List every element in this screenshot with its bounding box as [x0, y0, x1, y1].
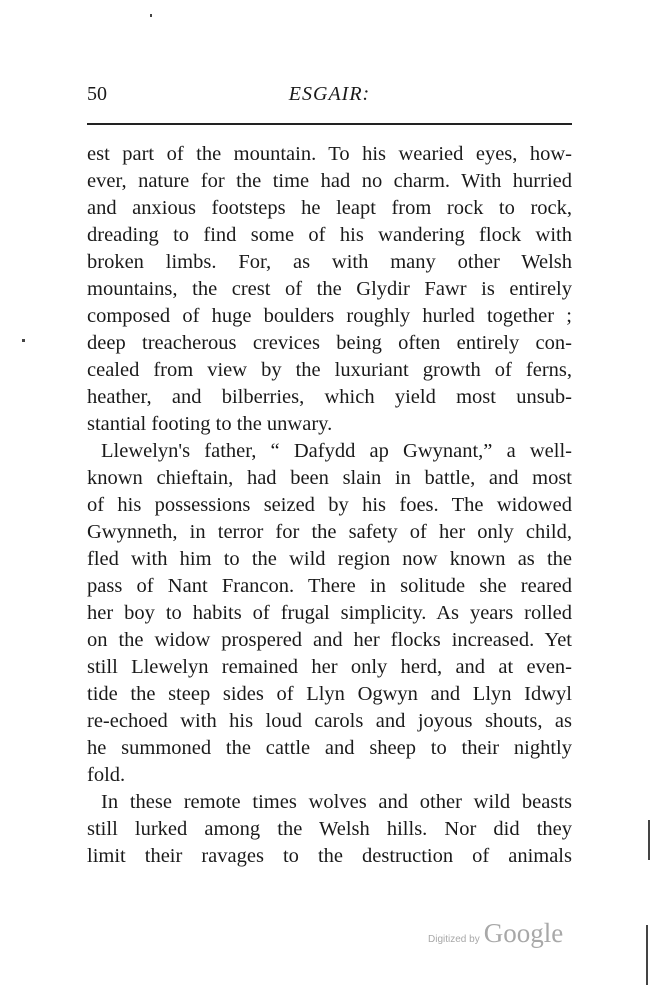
- text-line: fold.: [87, 764, 126, 786]
- page-number: 50: [87, 83, 107, 105]
- running-title: ESGAIR:: [288, 83, 371, 105]
- text-line: In these remote times wolves and other wild beasts: [101, 791, 572, 813]
- running-header: [87, 83, 572, 109]
- text-line: and anxious footsteps he leapt from rock to rock,: [87, 197, 572, 219]
- text-line: he summoned the cattle and sheep to their nightly: [87, 737, 572, 759]
- text-line: composed of huge boulders roughly hurled together ;: [87, 305, 572, 327]
- text-line: limit their ravages to the destruction of animals: [87, 845, 572, 867]
- text-line: stantial footing to the unwary.: [87, 413, 333, 435]
- header-rule: [87, 123, 572, 125]
- text-line: re-echoed with his loud carols and joyous shouts, as: [87, 710, 572, 732]
- text-line: deep treacherous crevices being often entirely con-: [87, 332, 572, 354]
- watermark-prefix: Digitized by: [428, 934, 480, 945]
- text-line: still Llewelyn remained her only herd, and at even-: [87, 656, 572, 678]
- text-line: Gwynneth, in terror for the safety of her only child,: [87, 521, 572, 543]
- text-line: of his possessions seized by his foes. The widowed: [87, 494, 572, 516]
- text-line: her boy to habits of frugal simplicity. As years rolled: [87, 602, 572, 624]
- text-line: known chieftain, had been slain in battle, and most: [87, 467, 572, 489]
- body-text: [87, 141, 572, 870]
- watermark-brand: Google: [483, 918, 564, 948]
- scan-speck: [150, 14, 152, 17]
- text-line: on the widow prospered and her flocks increased. Yet: [87, 629, 572, 651]
- text-line: Llewelyn's father, “ Dafydd ap Gwynant,” a well-: [101, 440, 572, 462]
- text-line: est part of the mountain. To his wearied eyes, how-: [87, 143, 572, 165]
- text-line: still lurked among the Welsh hills. Nor did they: [87, 818, 572, 840]
- scan-speck: [22, 339, 25, 342]
- text-line: mountains, the crest of the Glydir Fawr is entirely: [87, 278, 572, 300]
- text-line: heather, and bilberries, which yield most unsub-: [87, 386, 572, 408]
- text-line: ever, nature for the time had no charm. With hurried: [87, 170, 572, 192]
- scan-edge-mark: [648, 820, 650, 860]
- text-line: broken limbs. For, as with many other Welsh: [87, 251, 572, 273]
- text-line: pass of Nant Francon. There in solitude she reared: [87, 575, 572, 597]
- text-line: tide the steep sides of Llyn Ogwyn and Llyn Idwyl: [87, 683, 572, 705]
- text-line: dreading to find some of his wandering flock with: [87, 224, 572, 246]
- scan-edge-mark: [646, 925, 648, 985]
- text-line: cealed from view by the luxuriant growth of ferns,: [87, 359, 572, 381]
- digitized-watermark: [428, 918, 563, 949]
- text-line: fled with him to the wild region now known as the: [87, 548, 572, 570]
